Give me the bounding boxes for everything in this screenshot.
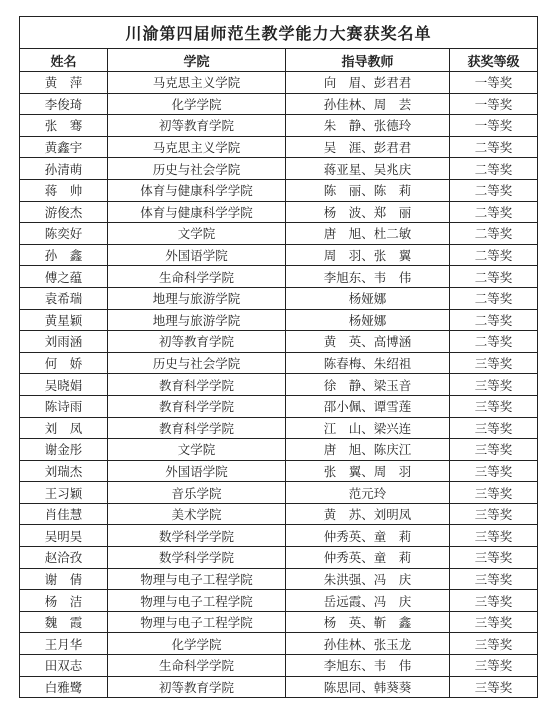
cell-name: 吴明昊 xyxy=(20,525,108,547)
cell-college: 生命科学学院 xyxy=(108,266,286,288)
cell-name: 蒋 帅 xyxy=(20,179,108,201)
cell-college: 外国语学院 xyxy=(108,460,286,482)
cell-teacher: 陈 丽、陈 莉 xyxy=(286,179,450,201)
cell-level: 三等奖 xyxy=(450,395,538,417)
cell-teacher: 陈春梅、朱绍祖 xyxy=(286,352,450,374)
cell-college: 音乐学院 xyxy=(108,482,286,504)
cell-college: 化学学院 xyxy=(108,93,286,115)
cell-level: 三等奖 xyxy=(450,568,538,590)
cell-teacher: 吴 涯、彭君君 xyxy=(286,136,450,158)
cell-college: 数学科学学院 xyxy=(108,547,286,569)
cell-name: 谢金彤 xyxy=(20,439,108,461)
table-row xyxy=(20,374,538,396)
cell-name: 谢 倩 xyxy=(20,568,108,590)
cell-level: 二等奖 xyxy=(450,201,538,223)
cell-teacher: 范元玲 xyxy=(286,482,450,504)
cell-name: 袁希瑞 xyxy=(20,287,108,309)
cell-college: 文学院 xyxy=(108,439,286,461)
cell-teacher: 蒋亚星、吴兆庆 xyxy=(286,158,450,180)
cell-college: 体育与健康科学学院 xyxy=(108,201,286,223)
table-row xyxy=(20,633,538,655)
cell-level: 二等奖 xyxy=(450,309,538,331)
column-header-name: 姓名 xyxy=(20,49,108,72)
cell-teacher: 杨 波、郑 丽 xyxy=(286,201,450,223)
cell-college: 初等教育学院 xyxy=(108,115,286,137)
cell-level: 一等奖 xyxy=(450,115,538,137)
table-row xyxy=(20,309,538,331)
column-header-college: 学院 xyxy=(108,49,286,72)
cell-name: 孙清萌 xyxy=(20,158,108,180)
cell-teacher: 唐 旭、杜二敏 xyxy=(286,223,450,245)
cell-teacher: 黄 英、高博涵 xyxy=(286,331,450,353)
cell-level: 二等奖 xyxy=(450,158,538,180)
cell-name: 何 娇 xyxy=(20,352,108,374)
cell-teacher: 孙佳林、周 芸 xyxy=(286,93,450,115)
table-row xyxy=(20,179,538,201)
cell-name: 游俊杰 xyxy=(20,201,108,223)
cell-college: 外国语学院 xyxy=(108,244,286,266)
table-row xyxy=(20,395,538,417)
cell-level: 三等奖 xyxy=(450,655,538,677)
cell-level: 三等奖 xyxy=(450,352,538,374)
cell-level: 三等奖 xyxy=(450,525,538,547)
table-row xyxy=(20,503,538,525)
table-row xyxy=(20,287,538,309)
cell-name: 杨 洁 xyxy=(20,590,108,612)
cell-name: 田双志 xyxy=(20,655,108,677)
cell-name: 魏 霞 xyxy=(20,611,108,633)
table-row xyxy=(20,158,538,180)
table-row xyxy=(20,482,538,504)
cell-teacher: 向 眉、彭君君 xyxy=(286,72,450,94)
cell-teacher: 张 翼、周 羽 xyxy=(286,460,450,482)
cell-level: 三等奖 xyxy=(450,633,538,655)
table-title: 川渝第四届师范生教学能力大赛获奖名单 xyxy=(20,17,538,49)
table-row xyxy=(20,568,538,590)
cell-college: 美术学院 xyxy=(108,503,286,525)
cell-level: 二等奖 xyxy=(450,244,538,266)
cell-name: 肖佳慧 xyxy=(20,503,108,525)
table-row xyxy=(20,115,538,137)
award-table xyxy=(19,16,538,698)
cell-college: 文学院 xyxy=(108,223,286,245)
cell-name: 李俊琦 xyxy=(20,93,108,115)
table-row xyxy=(20,352,538,374)
column-header-teacher: 指导教师 xyxy=(286,49,450,72)
cell-level: 二等奖 xyxy=(450,223,538,245)
award-list-sheet xyxy=(19,16,537,698)
cell-name: 刘 凤 xyxy=(20,417,108,439)
cell-name: 王习颖 xyxy=(20,482,108,504)
cell-college: 物理与电子工程学院 xyxy=(108,590,286,612)
cell-teacher: 孙佳林、张玉龙 xyxy=(286,633,450,655)
cell-level: 三等奖 xyxy=(450,482,538,504)
cell-teacher: 岳远霞、冯 庆 xyxy=(286,590,450,612)
cell-teacher: 仲秀英、童 莉 xyxy=(286,547,450,569)
cell-name: 张 骞 xyxy=(20,115,108,137)
table-row xyxy=(20,331,538,353)
cell-teacher: 周 羽、张 翼 xyxy=(286,244,450,266)
cell-level: 一等奖 xyxy=(450,93,538,115)
cell-name: 吴晓娟 xyxy=(20,374,108,396)
cell-level: 三等奖 xyxy=(450,590,538,612)
table-body xyxy=(20,72,538,698)
cell-level: 二等奖 xyxy=(450,136,538,158)
cell-level: 二等奖 xyxy=(450,266,538,288)
cell-teacher: 杨娅娜 xyxy=(286,287,450,309)
cell-college: 历史与社会学院 xyxy=(108,158,286,180)
table-row xyxy=(20,460,538,482)
table-row xyxy=(20,590,538,612)
table-row xyxy=(20,72,538,94)
cell-teacher: 邵小佩、谭雪莲 xyxy=(286,395,450,417)
cell-college: 地理与旅游学院 xyxy=(108,309,286,331)
cell-teacher: 唐 旭、陈庆江 xyxy=(286,439,450,461)
cell-teacher: 仲秀英、童 莉 xyxy=(286,525,450,547)
cell-college: 马克思主义学院 xyxy=(108,136,286,158)
cell-college: 初等教育学院 xyxy=(108,676,286,698)
cell-name: 黄鑫宇 xyxy=(20,136,108,158)
cell-college: 数学科学学院 xyxy=(108,525,286,547)
table-row xyxy=(20,136,538,158)
cell-name: 刘雨涵 xyxy=(20,331,108,353)
table-row xyxy=(20,547,538,569)
table-row xyxy=(20,676,538,698)
table-row xyxy=(20,525,538,547)
cell-level: 二等奖 xyxy=(450,287,538,309)
column-header-level: 获奖等级 xyxy=(450,49,538,72)
cell-level: 三等奖 xyxy=(450,611,538,633)
cell-teacher: 江 山、梁兴连 xyxy=(286,417,450,439)
cell-college: 教育科学学院 xyxy=(108,417,286,439)
cell-name: 白雅鹭 xyxy=(20,676,108,698)
cell-name: 王月华 xyxy=(20,633,108,655)
cell-college: 初等教育学院 xyxy=(108,331,286,353)
cell-name: 刘瑞杰 xyxy=(20,460,108,482)
cell-name: 黄 萍 xyxy=(20,72,108,94)
cell-name: 孙 鑫 xyxy=(20,244,108,266)
cell-level: 三等奖 xyxy=(450,460,538,482)
cell-college: 物理与电子工程学院 xyxy=(108,568,286,590)
header-row xyxy=(20,49,538,72)
cell-teacher: 李旭东、韦 伟 xyxy=(286,266,450,288)
cell-name: 黄星颖 xyxy=(20,309,108,331)
cell-level: 三等奖 xyxy=(450,374,538,396)
cell-level: 三等奖 xyxy=(450,547,538,569)
cell-name: 陈诗雨 xyxy=(20,395,108,417)
cell-level: 三等奖 xyxy=(450,439,538,461)
cell-teacher: 杨 英、靳 鑫 xyxy=(286,611,450,633)
table-row xyxy=(20,439,538,461)
cell-name: 陈奕好 xyxy=(20,223,108,245)
table-row xyxy=(20,201,538,223)
cell-level: 二等奖 xyxy=(450,179,538,201)
cell-teacher: 朱 静、张德玲 xyxy=(286,115,450,137)
cell-college: 化学学院 xyxy=(108,633,286,655)
table-row xyxy=(20,611,538,633)
table-row xyxy=(20,244,538,266)
cell-name: 赵洽孜 xyxy=(20,547,108,569)
cell-teacher: 陈思同、韩葵葵 xyxy=(286,676,450,698)
cell-teacher: 杨娅娜 xyxy=(286,309,450,331)
cell-college: 地理与旅游学院 xyxy=(108,287,286,309)
cell-level: 三等奖 xyxy=(450,503,538,525)
cell-college: 教育科学学院 xyxy=(108,395,286,417)
cell-teacher: 徐 静、梁玉音 xyxy=(286,374,450,396)
table-row xyxy=(20,266,538,288)
cell-teacher: 李旭东、韦 伟 xyxy=(286,655,450,677)
cell-teacher: 黄 苏、刘明凤 xyxy=(286,503,450,525)
cell-college: 生命科学学院 xyxy=(108,655,286,677)
cell-college: 历史与社会学院 xyxy=(108,352,286,374)
table-row xyxy=(20,223,538,245)
cell-level: 一等奖 xyxy=(450,72,538,94)
cell-college: 马克思主义学院 xyxy=(108,72,286,94)
cell-level: 三等奖 xyxy=(450,676,538,698)
cell-college: 物理与电子工程学院 xyxy=(108,611,286,633)
table-row xyxy=(20,417,538,439)
cell-level: 三等奖 xyxy=(450,417,538,439)
title-row xyxy=(20,17,538,49)
cell-name: 傅之蕴 xyxy=(20,266,108,288)
table-row xyxy=(20,655,538,677)
cell-college: 体育与健康科学学院 xyxy=(108,179,286,201)
cell-teacher: 朱洪强、冯 庆 xyxy=(286,568,450,590)
cell-college: 教育科学学院 xyxy=(108,374,286,396)
cell-level: 二等奖 xyxy=(450,331,538,353)
table-row xyxy=(20,93,538,115)
